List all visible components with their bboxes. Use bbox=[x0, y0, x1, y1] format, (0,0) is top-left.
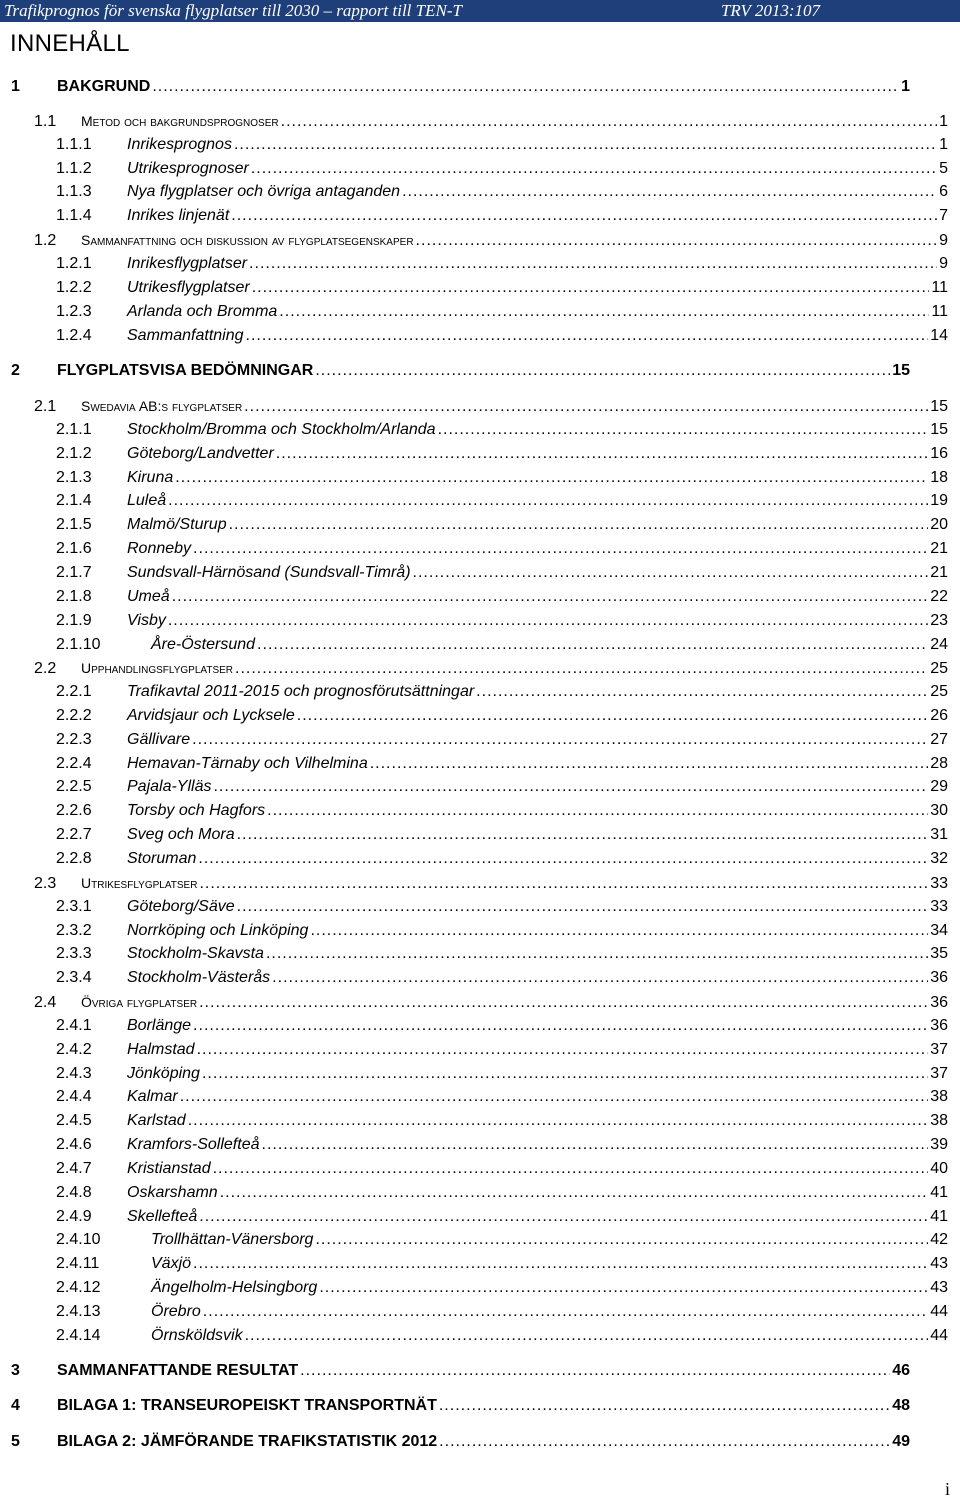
toc-entry-number: 2.4.10 bbox=[56, 1231, 101, 1248]
toc-leader-dots bbox=[297, 706, 928, 726]
toc-entry-page[interactable]: 1 bbox=[939, 136, 948, 153]
toc-entry-page[interactable]: 20 bbox=[930, 516, 948, 533]
toc-entry-page[interactable]: 36 bbox=[930, 1017, 948, 1034]
toc-entry-number: 2.1.2 bbox=[56, 445, 92, 462]
toc-entry-number: 5 bbox=[11, 1433, 20, 1450]
toc-entry-page[interactable]: 27 bbox=[930, 731, 948, 748]
toc-leader-dots bbox=[202, 1064, 928, 1084]
toc-entry[interactable] bbox=[34, 230, 948, 251]
toc-leader-dots bbox=[262, 1135, 929, 1155]
toc-entry-number: 1.1.4 bbox=[56, 207, 92, 224]
toc-leader-dots bbox=[439, 1396, 890, 1416]
toc-entry-page[interactable]: 1 bbox=[901, 78, 910, 95]
toc-entry-title[interactable]: Arvidsjaur och Lycksele bbox=[127, 707, 295, 724]
toc-entry-number: 2.4.8 bbox=[56, 1184, 92, 1201]
toc-entry-number: 2.4.2 bbox=[56, 1041, 92, 1058]
toc-entry-title[interactable]: Gällivare bbox=[127, 731, 191, 748]
toc-leader-dots bbox=[310, 921, 928, 941]
toc-heading: INNEHÅLL bbox=[10, 30, 130, 57]
toc-leader-dots bbox=[197, 1040, 929, 1060]
toc-entry-number: 2.2.8 bbox=[56, 850, 92, 867]
toc-entry[interactable] bbox=[56, 635, 948, 655]
toc-entry[interactable] bbox=[56, 587, 948, 607]
toc-leader-dots bbox=[199, 993, 928, 1013]
toc-entry-title[interactable]: Ronneby bbox=[127, 540, 192, 557]
toc-entry[interactable] bbox=[56, 444, 948, 464]
toc-entry-page[interactable]: 1 bbox=[939, 113, 948, 130]
toc-leader-dots bbox=[152, 77, 899, 97]
toc-entry[interactable] bbox=[56, 326, 948, 346]
toc-entry[interactable] bbox=[56, 825, 948, 845]
toc-entry-title[interactable]: Växjö bbox=[151, 1255, 192, 1272]
toc-entry-number: 2.2.5 bbox=[56, 778, 92, 795]
toc-entry-page[interactable]: 46 bbox=[892, 1362, 910, 1379]
toc-leader-dots bbox=[251, 159, 937, 179]
toc-leader-dots bbox=[199, 1207, 928, 1227]
toc-entry[interactable] bbox=[56, 777, 948, 797]
toc-entry-number: 2.2.3 bbox=[56, 731, 92, 748]
toc-entry-title[interactable]: Övriga flygplatser bbox=[81, 994, 198, 1010]
toc-leader-dots bbox=[199, 874, 928, 894]
toc-entry-page[interactable]: 21 bbox=[930, 564, 948, 581]
toc-leader-dots bbox=[168, 611, 928, 631]
toc-entry[interactable] bbox=[56, 515, 948, 535]
toc-entry-page[interactable]: 5 bbox=[939, 160, 948, 177]
toc-entry-number: 2.2.2 bbox=[56, 707, 92, 724]
toc-entry-title[interactable]: Kramfors-Sollefteå bbox=[127, 1136, 260, 1153]
toc-leader-dots bbox=[252, 278, 930, 298]
toc-entry[interactable] bbox=[34, 873, 948, 894]
toc-entry-page[interactable]: 36 bbox=[930, 969, 948, 986]
toc-entry[interactable] bbox=[56, 563, 948, 583]
toc-entry-page[interactable]: 29 bbox=[930, 778, 948, 795]
toc-entry[interactable] bbox=[34, 992, 948, 1013]
toc-entry[interactable] bbox=[56, 1135, 948, 1155]
toc-entry[interactable] bbox=[11, 361, 910, 381]
toc-entry-page[interactable]: 7 bbox=[939, 207, 948, 224]
toc-entry-page[interactable]: 42 bbox=[930, 1231, 948, 1248]
toc-entry-title[interactable]: Ängelholm-Helsingborg bbox=[151, 1279, 318, 1296]
toc-entry-page[interactable]: 44 bbox=[930, 1303, 948, 1320]
toc-entry-title[interactable]: Utrikesflygplatser bbox=[81, 875, 198, 891]
toc-leader-dots bbox=[439, 1432, 890, 1452]
toc-leader-dots bbox=[213, 777, 928, 797]
toc-entry-number: 2.1.8 bbox=[56, 588, 92, 605]
toc-leader-dots bbox=[193, 539, 928, 559]
toc-entry-page[interactable]: 14 bbox=[930, 327, 948, 344]
toc-entry-number: 2.3 bbox=[34, 875, 57, 892]
toc-leader-dots bbox=[213, 1159, 929, 1179]
toc-entry-title[interactable]: Upphandlingsflygplatser bbox=[81, 660, 233, 676]
toc-entry-title[interactable]: BAKGRUND bbox=[57, 78, 151, 95]
toc-entry-number: 4 bbox=[11, 1397, 20, 1414]
toc-entry-title[interactable]: FLYGPLATSVISA BEDÖMNINGAR bbox=[57, 362, 314, 379]
toc-entry[interactable] bbox=[56, 1159, 948, 1179]
toc-leader-dots bbox=[438, 420, 929, 440]
toc-leader-dots bbox=[315, 1230, 928, 1250]
toc-entry[interactable] bbox=[56, 468, 948, 488]
toc-entry-page[interactable]: 21 bbox=[930, 540, 948, 557]
toc-entry-number: 2.4.12 bbox=[56, 1279, 101, 1296]
toc-entry-title[interactable]: Swedavia AB:s flygplatser bbox=[81, 398, 243, 414]
toc-entry[interactable] bbox=[56, 1016, 948, 1036]
toc-leader-dots bbox=[198, 849, 928, 869]
toc-entry-page[interactable]: 33 bbox=[930, 898, 948, 915]
toc-entry[interactable] bbox=[56, 897, 948, 917]
toc-entry-number: 2.4.14 bbox=[56, 1327, 101, 1344]
toc-entry-number: 2.4 bbox=[34, 994, 57, 1011]
toc-entry-number: 2 bbox=[11, 362, 20, 379]
toc-entry-number: 2.4.11 bbox=[56, 1255, 100, 1272]
toc-entry-page[interactable]: 38 bbox=[930, 1088, 948, 1105]
toc-entry[interactable] bbox=[56, 611, 948, 631]
toc-entry-title[interactable]: Arlanda och Bromma bbox=[127, 303, 278, 320]
toc-entry-number: 2.1.10 bbox=[56, 636, 101, 653]
toc-leader-dots bbox=[220, 1183, 929, 1203]
toc-entry-title[interactable]: Sveg och Mora bbox=[127, 826, 235, 843]
toc-entry-page[interactable]: 31 bbox=[930, 826, 948, 843]
toc-leader-dots bbox=[257, 635, 928, 655]
toc-entry-page[interactable]: 23 bbox=[930, 612, 948, 629]
toc-entry-number: 2.1.9 bbox=[56, 612, 92, 629]
toc-entry-title[interactable]: Utrikesflygplatser bbox=[127, 279, 250, 296]
toc-entry-number: 2.1.1 bbox=[56, 421, 92, 438]
toc-entry-number: 3 bbox=[11, 1362, 20, 1379]
toc-entry-number: 2.4.7 bbox=[56, 1160, 92, 1177]
toc-entry-number: 2.4.6 bbox=[56, 1136, 92, 1153]
toc-entry-page[interactable]: 18 bbox=[930, 469, 948, 486]
toc-entry-page[interactable]: 11 bbox=[931, 303, 948, 320]
toc-entry-title[interactable]: Sammanfattning bbox=[127, 327, 244, 344]
toc-entry-page[interactable]: 16 bbox=[930, 445, 948, 462]
toc-entry[interactable] bbox=[56, 1183, 948, 1203]
toc-leader-dots bbox=[175, 468, 928, 488]
toc-entry-title[interactable]: Göteborg/Landvetter bbox=[127, 445, 274, 462]
running-header-title: Trafikprognos för svenska flygplatser till 2030 – rapport till TEN-T bbox=[4, 1, 462, 20]
toc-entry-title[interactable]: Nya flygplatser och övriga antaganden bbox=[127, 183, 401, 200]
toc-entry-number: 2.4.1 bbox=[56, 1017, 92, 1034]
toc-entry-title[interactable]: Inrikesflygplatser bbox=[127, 255, 248, 272]
toc-entry[interactable] bbox=[56, 1230, 948, 1250]
toc-entry[interactable] bbox=[56, 420, 948, 440]
toc-entry-number: 2.3.2 bbox=[56, 922, 92, 939]
toc-entry-title[interactable]: Trafikavtal 2011-2015 och prognosförutsättningar bbox=[127, 683, 475, 700]
toc-entry-page[interactable]: 38 bbox=[930, 1112, 948, 1129]
toc-entry[interactable] bbox=[56, 1278, 948, 1298]
toc-leader-dots bbox=[272, 968, 928, 988]
toc-entry-title[interactable]: Örnsköldsvik bbox=[151, 1327, 243, 1344]
toc-entry-page[interactable]: 39 bbox=[930, 1136, 948, 1153]
toc-leader-dots bbox=[234, 135, 937, 155]
toc-entry-number: 2.1.6 bbox=[56, 540, 92, 557]
toc-entry[interactable] bbox=[11, 77, 910, 97]
toc-leader-dots bbox=[279, 302, 929, 322]
toc-leader-dots bbox=[319, 1278, 928, 1298]
toc-entry[interactable] bbox=[56, 1040, 948, 1060]
toc-entry-number: 2.4.3 bbox=[56, 1065, 92, 1082]
page-number: i bbox=[944, 1479, 950, 1499]
toc-entry[interactable] bbox=[11, 1432, 910, 1452]
toc-entry-number: 1 bbox=[11, 78, 20, 95]
toc-leader-dots bbox=[402, 182, 937, 202]
toc-entry-title[interactable]: Umeå bbox=[127, 588, 170, 605]
toc-entry-title[interactable]: Luleå bbox=[127, 492, 167, 509]
toc-entry-page[interactable]: 9 bbox=[939, 255, 948, 272]
toc-entry-number: 1.1 bbox=[34, 113, 57, 130]
toc-entry-number: 1.2 bbox=[34, 232, 57, 249]
toc-entry-number: 2.2 bbox=[34, 660, 57, 677]
toc-entry-number: 1.2.1 bbox=[56, 255, 92, 272]
toc-entry-title[interactable]: Pajala-Ylläs bbox=[127, 778, 212, 795]
toc-entry-page[interactable]: 32 bbox=[930, 850, 948, 867]
toc-entry-title[interactable]: Kristianstad bbox=[127, 1160, 211, 1177]
toc-leader-dots bbox=[231, 206, 937, 226]
toc-entry-page[interactable]: 11 bbox=[931, 279, 948, 296]
toc-leader-dots bbox=[203, 1302, 928, 1322]
toc-entry-number: 2.1.4 bbox=[56, 492, 92, 509]
toc-entry-page[interactable]: 35 bbox=[930, 945, 948, 962]
toc-entry-number: 2.2.7 bbox=[56, 826, 92, 843]
toc-leader-dots bbox=[276, 444, 928, 464]
toc-leader-dots bbox=[249, 254, 937, 274]
toc-entry[interactable] bbox=[56, 801, 948, 821]
toc-entry[interactable] bbox=[56, 302, 948, 322]
toc-entry[interactable] bbox=[56, 706, 948, 726]
toc-entry[interactable] bbox=[56, 754, 948, 774]
toc-entry-page[interactable]: 22 bbox=[930, 588, 948, 605]
toc-entry-page[interactable]: 26 bbox=[930, 707, 948, 724]
toc-leader-dots bbox=[370, 754, 928, 774]
toc-entry-number: 1.1.1 bbox=[56, 136, 92, 153]
toc-entry[interactable] bbox=[11, 1361, 910, 1381]
toc-entry[interactable] bbox=[34, 111, 948, 132]
toc-leader-dots bbox=[192, 730, 928, 750]
toc-entry[interactable] bbox=[56, 254, 948, 274]
toc-entry-title[interactable]: Karlstad bbox=[127, 1112, 186, 1129]
toc-entry-number: 2.2.4 bbox=[56, 755, 92, 772]
toc-leader-dots bbox=[244, 397, 928, 417]
toc-entry-page[interactable]: 40 bbox=[930, 1160, 948, 1177]
toc-entry-number: 2.4.4 bbox=[56, 1088, 92, 1105]
toc-entry-page[interactable]: 9 bbox=[939, 232, 948, 249]
toc-entry-title[interactable]: Kalmar bbox=[127, 1088, 178, 1105]
toc-entry-title[interactable]: Visby bbox=[127, 612, 166, 629]
toc-entry-page[interactable]: 37 bbox=[930, 1041, 948, 1058]
toc-leader-dots bbox=[281, 112, 937, 132]
toc-entry-title[interactable]: Storuman bbox=[127, 850, 197, 867]
toc-entry[interactable] bbox=[56, 1254, 948, 1274]
toc-entry[interactable] bbox=[56, 159, 948, 179]
toc-leader-dots bbox=[267, 801, 928, 821]
toc-entry[interactable] bbox=[56, 1064, 948, 1084]
toc-entry-number: 2.4.13 bbox=[56, 1303, 101, 1320]
toc-entry[interactable] bbox=[56, 1326, 948, 1346]
toc-leader-dots bbox=[168, 491, 928, 511]
toc-entry-number: 2.2.1 bbox=[56, 683, 92, 700]
toc-entry-title[interactable]: Norrköping och Linköping bbox=[127, 922, 309, 939]
toc-entry-page[interactable]: 37 bbox=[930, 1065, 948, 1082]
toc-entry-title[interactable]: Metod och bakgrundsprognoser bbox=[81, 113, 279, 129]
toc-entry-number: 2.2.6 bbox=[56, 802, 92, 819]
toc-entry[interactable] bbox=[56, 849, 948, 869]
toc-entry[interactable] bbox=[56, 1111, 948, 1131]
toc-leader-dots bbox=[476, 682, 928, 702]
toc-entry-page[interactable]: 6 bbox=[939, 183, 948, 200]
toc-entry-number: 1.1.3 bbox=[56, 183, 92, 200]
toc-entry-title[interactable]: Jönköping bbox=[127, 1065, 200, 1082]
toc-entry[interactable] bbox=[56, 539, 948, 559]
toc-entry-title[interactable]: Hemavan-Tärnaby och Vilhelmina bbox=[127, 755, 368, 772]
toc-leader-dots bbox=[172, 587, 929, 607]
toc-leader-dots bbox=[237, 825, 929, 845]
toc-entry-page[interactable]: 25 bbox=[930, 683, 948, 700]
toc-entry-title[interactable]: BILAGA 2: JÄMFÖRANDE TRAFIKSTATISTIK 2012 bbox=[57, 1433, 438, 1450]
toc-entry-page[interactable]: 43 bbox=[930, 1279, 948, 1296]
toc-entry-title[interactable]: Sammanfattning och diskussion av flygplatsegenskaper bbox=[81, 232, 414, 248]
toc-entry-page[interactable]: 15 bbox=[930, 398, 948, 415]
toc-entry-page[interactable]: 19 bbox=[930, 492, 948, 509]
toc-entry[interactable] bbox=[56, 206, 948, 226]
toc-leader-dots bbox=[246, 326, 929, 346]
toc-leader-dots bbox=[416, 231, 938, 251]
toc-entry-title[interactable]: Örebro bbox=[151, 1303, 201, 1320]
toc-entry-page[interactable]: 30 bbox=[930, 802, 948, 819]
toc-leader-dots bbox=[245, 1326, 929, 1346]
toc-entry-number: 2.3.1 bbox=[56, 898, 92, 915]
toc-entry-title[interactable]: Sundsvall-Härnösand (Sundsvall-Timrå) bbox=[127, 564, 411, 581]
toc-entry-page[interactable]: 15 bbox=[930, 421, 948, 438]
toc-entry-page[interactable]: 41 bbox=[930, 1208, 948, 1225]
toc-entry-page[interactable]: 49 bbox=[892, 1433, 910, 1450]
toc-entry-page[interactable]: 15 bbox=[892, 362, 910, 379]
toc-leader-dots bbox=[193, 1016, 928, 1036]
toc-entry-page[interactable]: 33 bbox=[930, 875, 948, 892]
toc-entry-number: 1.2.2 bbox=[56, 279, 92, 296]
toc-entry-title[interactable]: Inrikesprognos bbox=[127, 136, 232, 153]
toc-leader-dots bbox=[237, 897, 929, 917]
toc-entry[interactable] bbox=[56, 921, 948, 941]
toc-leader-dots bbox=[300, 1361, 890, 1381]
toc-entry[interactable] bbox=[56, 1207, 948, 1227]
toc-entry-title[interactable]: Stockholm/Bromma och Stockholm/Arlanda bbox=[127, 421, 436, 438]
toc-entry-title[interactable]: BILAGA 1: TRANSEUROPEISKT TRANSPORTNÄT bbox=[57, 1397, 437, 1414]
toc-entry-number: 1.2.3 bbox=[56, 303, 92, 320]
toc-entry[interactable] bbox=[56, 182, 948, 202]
toc-entry-title[interactable]: Stockholm-Skavsta bbox=[127, 945, 264, 962]
toc-entry-title[interactable]: Stockholm-Västerås bbox=[127, 969, 271, 986]
toc-entry[interactable] bbox=[56, 1087, 948, 1107]
toc-entry-title[interactable]: Utrikesprognoser bbox=[127, 160, 249, 177]
toc-entry-page[interactable]: 43 bbox=[930, 1255, 948, 1272]
toc-entry-title[interactable]: Trollhättan-Vänersborg bbox=[151, 1231, 314, 1248]
toc-entry-number: 2.4.5 bbox=[56, 1112, 92, 1129]
toc-entry-number: 2.4.9 bbox=[56, 1208, 92, 1225]
toc-entry-title[interactable]: Skellefteå bbox=[127, 1208, 198, 1225]
toc-entry-title[interactable]: Torsby och Hagfors bbox=[127, 802, 266, 819]
toc-entry-title[interactable]: Åre-Östersund bbox=[151, 636, 256, 653]
toc-entry-page[interactable]: 36 bbox=[930, 994, 948, 1011]
toc-entry-title[interactable]: SAMMANFATTANDE RESULTAT bbox=[57, 1362, 299, 1379]
toc-entry[interactable] bbox=[56, 278, 948, 298]
toc-entry[interactable] bbox=[11, 1396, 910, 1416]
toc-entry-page[interactable]: 34 bbox=[930, 922, 948, 939]
toc-entry-page[interactable]: 28 bbox=[930, 755, 948, 772]
toc-entry-number: 2.1 bbox=[34, 398, 57, 415]
toc-entry-title[interactable]: Halmstad bbox=[127, 1041, 195, 1058]
toc-entry-title[interactable]: Inrikes linjenät bbox=[127, 207, 230, 224]
toc-entry-title[interactable]: Kiruna bbox=[127, 469, 174, 486]
toc-leader-dots bbox=[188, 1111, 929, 1131]
toc-entry[interactable] bbox=[56, 944, 948, 964]
toc-entry[interactable] bbox=[56, 968, 948, 988]
toc-leader-dots bbox=[235, 659, 928, 679]
toc-entry-page[interactable]: 41 bbox=[930, 1184, 948, 1201]
toc-entry-number: 2.1.3 bbox=[56, 469, 92, 486]
toc-leader-dots bbox=[180, 1087, 929, 1107]
toc-leader-dots bbox=[193, 1254, 928, 1274]
toc-entry-number: 2.1.7 bbox=[56, 564, 92, 581]
toc-entry[interactable] bbox=[56, 491, 948, 511]
toc-entry[interactable] bbox=[34, 396, 948, 417]
toc-entry-number: 2.3.4 bbox=[56, 969, 92, 986]
toc-entry-number: 2.3.3 bbox=[56, 945, 92, 962]
toc-entry-title[interactable]: Malmö/Sturup bbox=[127, 516, 227, 533]
toc-leader-dots bbox=[315, 361, 890, 381]
toc-entry[interactable] bbox=[56, 135, 948, 155]
toc-entry-title[interactable]: Oskarshamn bbox=[127, 1184, 218, 1201]
toc-entry-number: 1.2.4 bbox=[56, 327, 92, 344]
toc-entry-number: 2.1.5 bbox=[56, 516, 92, 533]
toc-entry-page[interactable]: 24 bbox=[930, 636, 948, 653]
toc-entry-title[interactable]: Göteborg/Säve bbox=[127, 898, 235, 915]
toc-entry-page[interactable]: 25 bbox=[930, 660, 948, 677]
toc-entry[interactable] bbox=[34, 658, 948, 679]
running-header-report-id: TRV 2013:107 bbox=[720, 1, 820, 20]
toc-entry[interactable] bbox=[56, 682, 948, 702]
toc-entry[interactable] bbox=[56, 1302, 948, 1322]
toc-leader-dots bbox=[413, 563, 929, 583]
toc-entry[interactable] bbox=[56, 730, 948, 750]
toc-entry-page[interactable]: 44 bbox=[930, 1327, 948, 1344]
toc-leader-dots bbox=[266, 944, 928, 964]
toc-entry-number: 1.1.2 bbox=[56, 160, 92, 177]
toc-leader-dots bbox=[229, 515, 929, 535]
toc-entry-page[interactable]: 48 bbox=[892, 1397, 910, 1414]
toc-entry-title[interactable]: Borlänge bbox=[127, 1017, 192, 1034]
